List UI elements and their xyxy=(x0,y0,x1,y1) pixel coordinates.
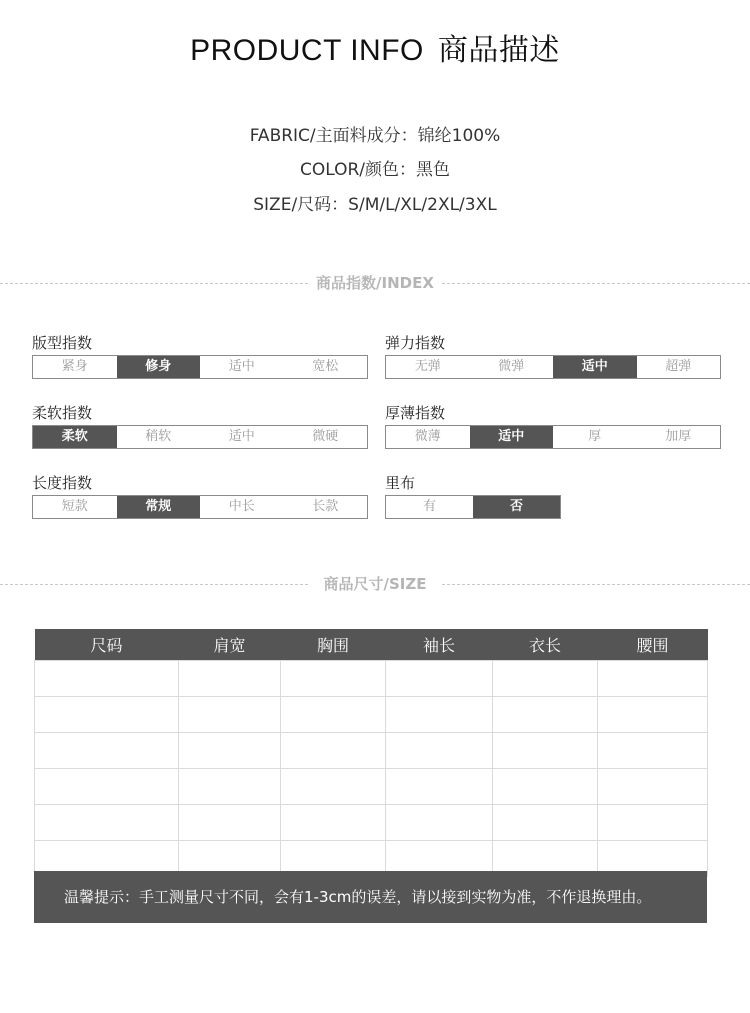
elasticity-index-scale xyxy=(385,355,721,379)
softness-index-option: 微硬 xyxy=(312,429,339,444)
size-section-divider xyxy=(0,574,750,594)
table-cell xyxy=(35,733,179,769)
table-cell xyxy=(281,697,386,733)
title-chinese: 商品描述 xyxy=(437,33,560,68)
elasticity-index-option: 无弹 xyxy=(414,359,441,374)
fabric-info: FABRIC/主面料成分：锦纶100% xyxy=(249,126,501,146)
table-cell xyxy=(35,661,179,697)
length-index-title: 长度指数 xyxy=(32,474,93,492)
softness-index-option-selected: 柔软 xyxy=(33,426,117,448)
table-cell xyxy=(598,697,708,733)
lining-index-scale xyxy=(385,495,561,519)
thickness-index-title: 厚薄指数 xyxy=(385,404,446,422)
length-index-group xyxy=(32,473,368,521)
table-cell xyxy=(386,769,493,805)
fit-index-option-selected: 修身 xyxy=(117,356,201,378)
table-cell xyxy=(598,805,708,841)
lining-index-group xyxy=(385,473,561,521)
softness-index-group xyxy=(32,403,368,451)
table-cell xyxy=(281,733,386,769)
table-cell xyxy=(386,661,493,697)
elasticity-index-title: 弹力指数 xyxy=(385,334,446,352)
table-cell xyxy=(493,805,598,841)
fit-index-scale xyxy=(32,355,368,379)
size-column-header: 腰围 xyxy=(598,629,708,661)
table-cell xyxy=(35,805,179,841)
table-cell xyxy=(281,661,386,697)
size-column-header: 尺码 xyxy=(35,629,179,661)
table-cell xyxy=(598,769,708,805)
size-column-header: 胸围 xyxy=(281,629,386,661)
table-cell xyxy=(179,697,281,733)
lining-index-option-selected: 否 xyxy=(473,496,560,518)
length-index-option-selected: 常规 xyxy=(117,496,201,518)
lining-index-title: 里布 xyxy=(385,474,416,492)
table-cell xyxy=(598,733,708,769)
thickness-index-scale xyxy=(385,425,721,449)
softness-index-option: 稍软 xyxy=(145,429,172,444)
table-cell xyxy=(386,805,493,841)
elasticity-index-option: 微弹 xyxy=(498,359,525,374)
elasticity-index-option-selected: 适中 xyxy=(553,356,637,378)
page-title xyxy=(0,25,750,69)
table-cell xyxy=(386,697,493,733)
size-table xyxy=(34,629,708,877)
measurement-tip: 温馨提示：手工测量尺寸不同，会有1-3cm的误差，请以接到实物为准，不作退换理由。 xyxy=(34,871,707,923)
color-info: COLOR/颜色：黑色 xyxy=(299,160,451,180)
softness-index-option: 适中 xyxy=(228,429,255,444)
table-cell xyxy=(493,697,598,733)
thickness-index-option: 加厚 xyxy=(665,429,692,444)
table-cell xyxy=(493,733,598,769)
table-cell xyxy=(281,805,386,841)
table-row xyxy=(35,805,708,841)
table-cell xyxy=(386,733,493,769)
size-column-header: 肩宽 xyxy=(179,629,281,661)
softness-index-scale xyxy=(32,425,368,449)
size-table-header xyxy=(35,629,708,661)
softness-index-title: 柔软指数 xyxy=(32,404,93,422)
thickness-index-option: 厚 xyxy=(588,429,602,444)
size-section-label: 商品尺寸/SIZE xyxy=(316,575,435,593)
index-section-divider xyxy=(0,273,750,293)
thickness-index-option-selected: 适中 xyxy=(470,426,554,448)
fit-index-option: 适中 xyxy=(228,359,255,374)
table-cell xyxy=(598,661,708,697)
table-cell xyxy=(35,697,179,733)
size-info: SIZE/尺码：S/M/L/XL/2XL/3XL xyxy=(253,195,497,215)
length-index-option: 长款 xyxy=(312,499,339,514)
table-cell xyxy=(35,769,179,805)
title-english: PRODUCT INFO xyxy=(190,34,424,67)
table-cell xyxy=(179,805,281,841)
size-column-header: 袖长 xyxy=(386,629,493,661)
fit-index-group xyxy=(32,333,368,381)
fit-index-option: 宽松 xyxy=(312,359,339,374)
table-row xyxy=(35,769,708,805)
length-index-option: 中长 xyxy=(228,499,255,514)
table-cell xyxy=(179,733,281,769)
index-section-label: 商品指数/INDEX xyxy=(308,274,442,292)
table-cell xyxy=(179,769,281,805)
table-cell xyxy=(179,661,281,697)
length-index-option: 短款 xyxy=(61,499,88,514)
table-cell xyxy=(493,661,598,697)
thickness-index-option: 微薄 xyxy=(414,429,441,444)
length-index-scale xyxy=(32,495,368,519)
table-row xyxy=(35,661,708,697)
elasticity-index-group xyxy=(385,333,721,381)
elasticity-index-option: 超弹 xyxy=(665,359,692,374)
table-row xyxy=(35,733,708,769)
fit-index-title: 版型指数 xyxy=(32,334,93,352)
fit-index-option: 紧身 xyxy=(61,359,88,374)
size-column-header: 衣长 xyxy=(493,629,598,661)
table-cell xyxy=(493,769,598,805)
thickness-index-group xyxy=(385,403,721,451)
table-cell xyxy=(281,769,386,805)
lining-index-option: 有 xyxy=(422,499,436,514)
table-row xyxy=(35,697,708,733)
